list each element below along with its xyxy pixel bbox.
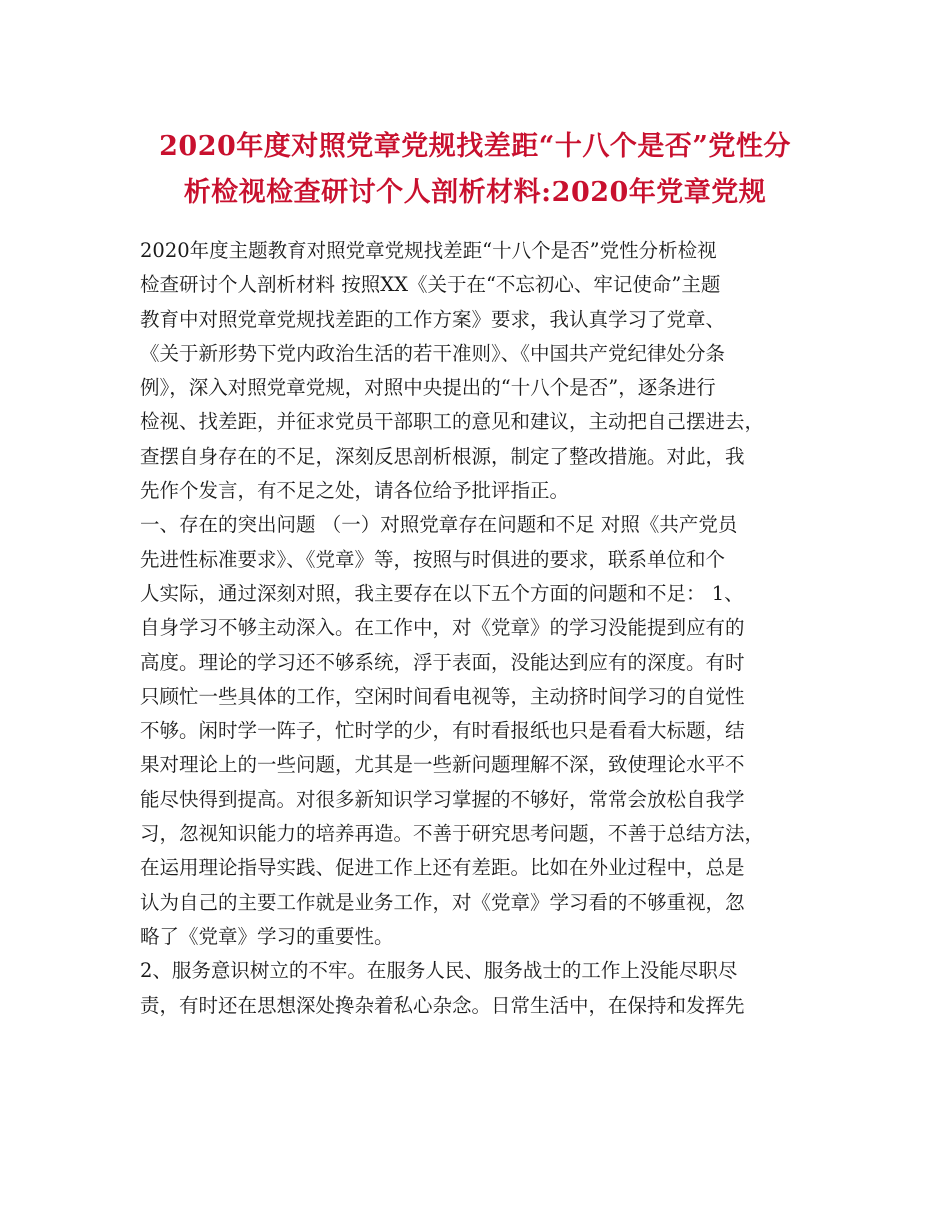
body-line: 认为自己的主要工作就是业务工作，对《党章》学习看的不够重视，忽	[140, 890, 745, 914]
body-line: 2、服务意识树立的不牢。在服务人民、服务战士的工作上没能尽职尽	[140, 959, 738, 983]
body-line: 果对理论上的一些问题，尤其是一些新问题理解不深，致使理论水平不	[140, 753, 745, 777]
body-line: 《关于新形势下党内政治生活的若干准则》、《中国共产党纪律处分条	[140, 341, 726, 365]
body-line: 教育中对照党章党规找差距的工作方案》要求，我认真学习了党章、	[140, 307, 726, 331]
body-line: 高度。理论的学习还不够系统，浮于表面，没能达到应有的深度。有时	[140, 650, 745, 674]
body-line: 习，忽视知识能力的培养再造。不善于研究思考问题，不善于总结方法，	[140, 822, 765, 846]
body-line: 检查研讨个人剖析材料 按照XX《关于在“不忘初心、牢记使命”主题	[140, 273, 721, 297]
body-line: 2020年度主题教育对照党章党规找差距“十八个是否”党性分析检视	[140, 239, 717, 262]
body-line: 只顾忙一些具体的工作，空闲时间看电视等，主动挤时间学习的自觉性	[140, 684, 745, 708]
document-title	[120, 124, 830, 216]
body-line: 先作个发言，有不足之处，请各位给予批评指正。	[140, 479, 570, 503]
body-line: 在运用理论指导实践、促进工作上还有差距。比如在外业过程中，总是	[140, 856, 745, 880]
body-line: 人实际，通过深刻对照，我主要存在以下五个方面的问题和不足： 1、	[140, 581, 744, 605]
body-line: 例》，深入对照党章党规，对照中央提出的“十八个是否”，逐条进行	[140, 376, 716, 400]
title-line-1: 2020年度对照党章党规找差距“十八个是否”党性分	[159, 131, 791, 162]
document-body	[140, 234, 840, 1023]
body-line: 一、存在的突出问题 （一）对照党章存在问题和不足 对照《共产党员	[140, 513, 738, 537]
title-line-2: 析检视检查研讨个人剖析材料:2020年党章党规	[183, 177, 767, 208]
body-line: 能尽快得到提高。对很多新知识学习掌握的不够好，常常会放松自我学	[140, 787, 745, 811]
body-line: 不够。闲时学一阵子，忙时学的少，有时看报纸也只是看看大标题，结	[140, 719, 745, 743]
body-line: 略了《党章》学习的重要性。	[140, 924, 394, 948]
body-line: 责，有时还在思想深处搀杂着私心杂念。日常生活中，在保持和发挥先	[140, 993, 745, 1017]
body-line: 先进性标准要求》、《党章》等，按照与时俱进的要求，联系单位和个	[140, 547, 726, 571]
body-line: 自身学习不够主动深入。在工作中，对《党章》的学习没能提到应有的	[140, 616, 745, 640]
body-line: 检视、找差距，并征求党员干部职工的意见和建议，主动把自己摆进去，	[140, 410, 765, 434]
body-line: 查摆自身存在的不足，深刻反思剖析根源，制定了整改措施。对此，我	[140, 444, 745, 468]
